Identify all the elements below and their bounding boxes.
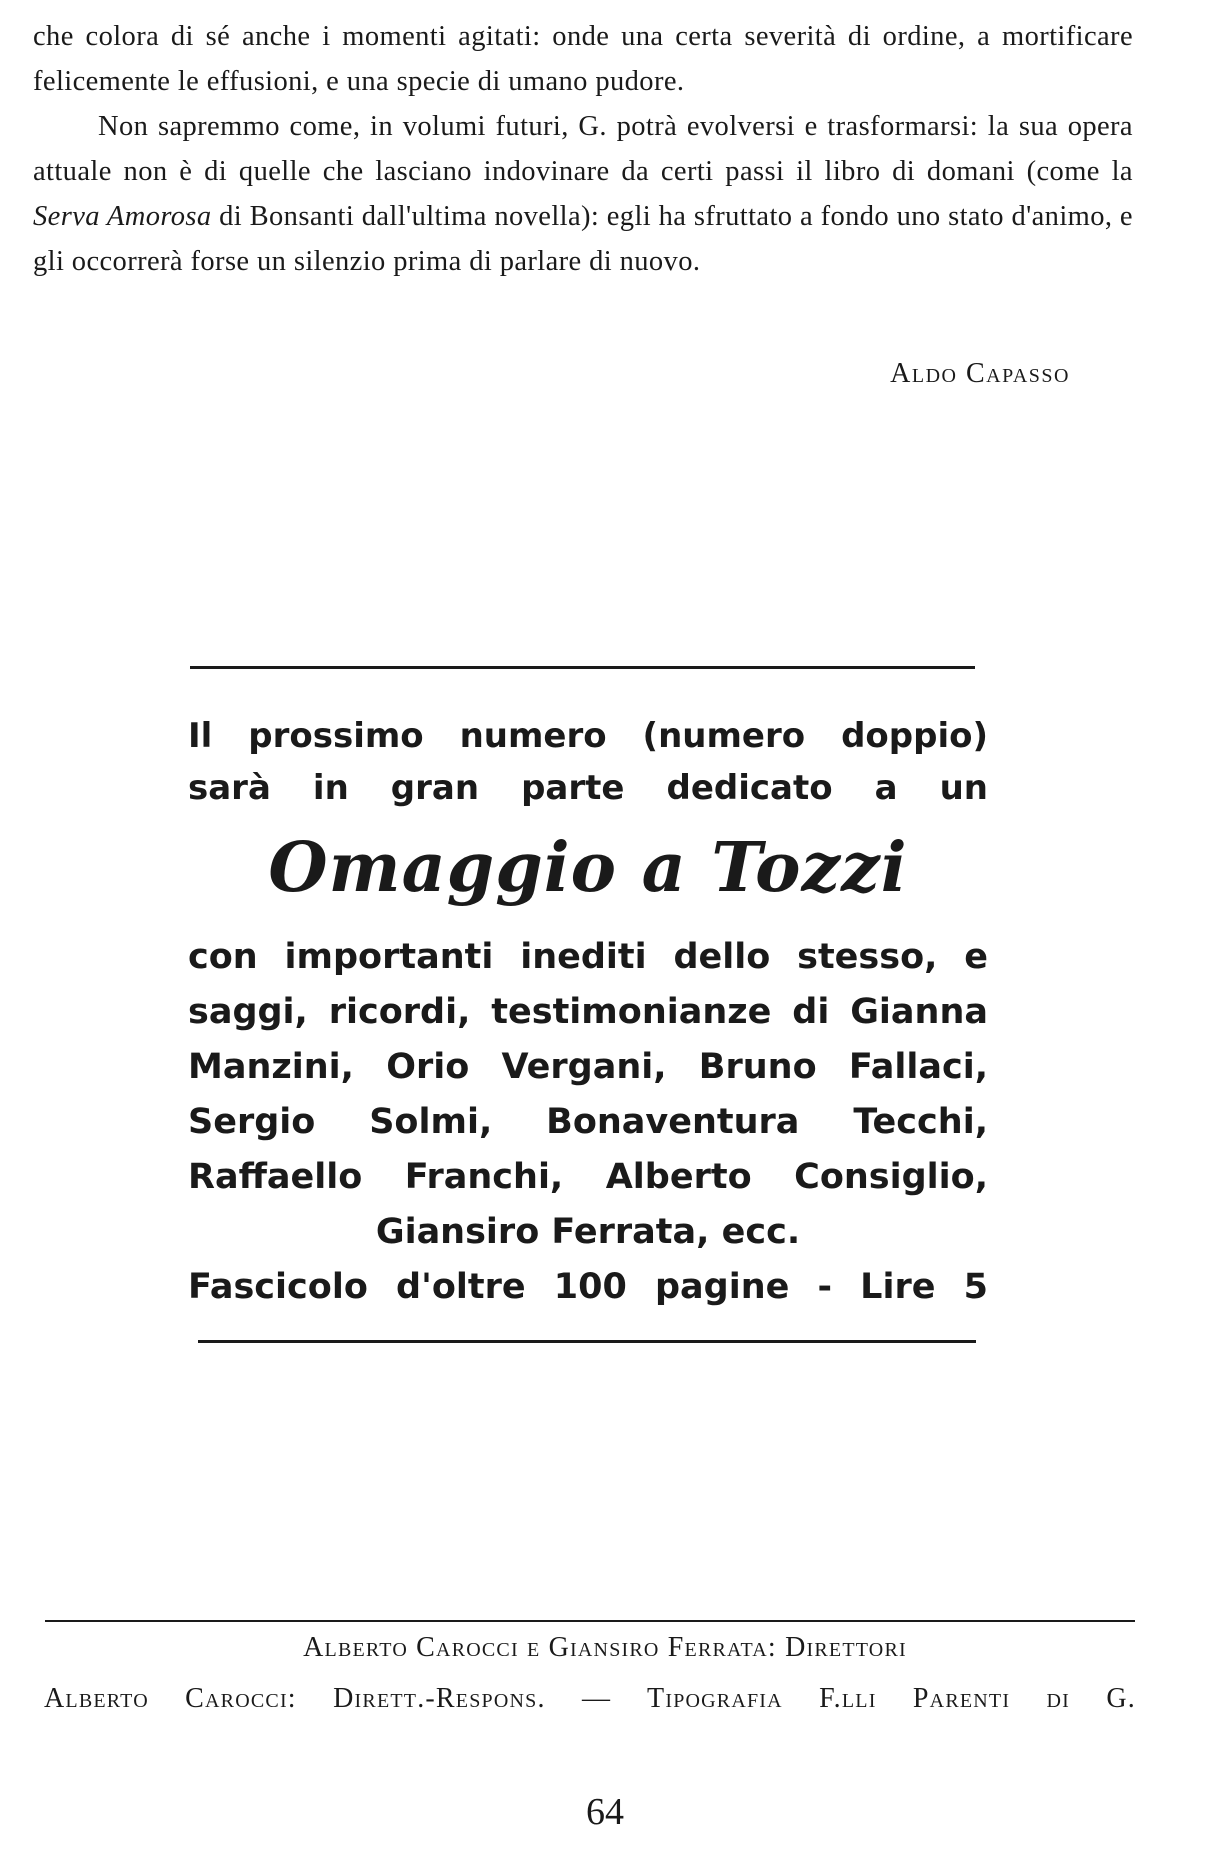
detail-line: Manzini, Orio Vergani, Bruno Fallaci,: [188, 1047, 988, 1087]
detail-line-centered: Giansiro Ferrata, ecc.: [375, 1212, 801, 1252]
detail-line: saggi, ricordi, testimonianze di Gianna: [188, 992, 988, 1032]
detail-line: Raffaello Franchi, Alberto Consiglio,: [188, 1157, 988, 1197]
author-signature: Aldo Capasso: [890, 358, 1070, 389]
book-title-italic: Serva Amorosa: [33, 201, 212, 232]
paragraph-1: che colora di sé anche i momenti agitati: onde una certa severità di ordine, a mortificare felicemente le effusioni, e una specie di umano pudore.: [33, 21, 1133, 97]
footer-directors: Alberto Carocci e Giansiro Ferrata: Direttori: [303, 1632, 907, 1663]
detail-line: Sergio Solmi, Bonaventura Tecchi,: [188, 1102, 988, 1142]
page-number: 64: [586, 1791, 624, 1833]
article-text: [33, 14, 1133, 284]
paragraph-2-text-a: Non sapremmo come, in volumi futuri, G. potrà evolversi e trasformarsi: la sua opera attuale non è di quelle che lasciano indovinare da certi passi il libro di domani (come la: [33, 111, 1133, 187]
footer-responsible: Alberto Carocci: Dirett.-Respons. — Tipografia F.lli Parenti di G.: [44, 1683, 1136, 1714]
announcement-bottom-rule: [198, 1340, 976, 1343]
price-line: Fascicolo d'oltre 100 pagine - Lire 5: [188, 1267, 988, 1307]
intro-line: sarà in gran parte dedicato a un: [188, 768, 988, 808]
paragraph-2: [33, 104, 1133, 284]
footer-rule: [45, 1620, 1135, 1622]
tribute-title: Omaggio a Tozzi: [268, 828, 908, 908]
detail-line: con importanti inediti dello stesso, e: [188, 937, 988, 977]
paragraph-2-text-b: di Bonsanti dall'ultima novella): egli ha sfruttato a fondo uno stato d'animo, e gli occorrerà forse un silenzio prima di parlare di nuovo.: [33, 201, 1133, 277]
announcement-intro: [188, 710, 988, 814]
intro-line: Il prossimo numero (numero doppio): [188, 716, 988, 756]
announcement-details: [188, 930, 988, 1315]
announcement-top-rule: [190, 666, 975, 669]
